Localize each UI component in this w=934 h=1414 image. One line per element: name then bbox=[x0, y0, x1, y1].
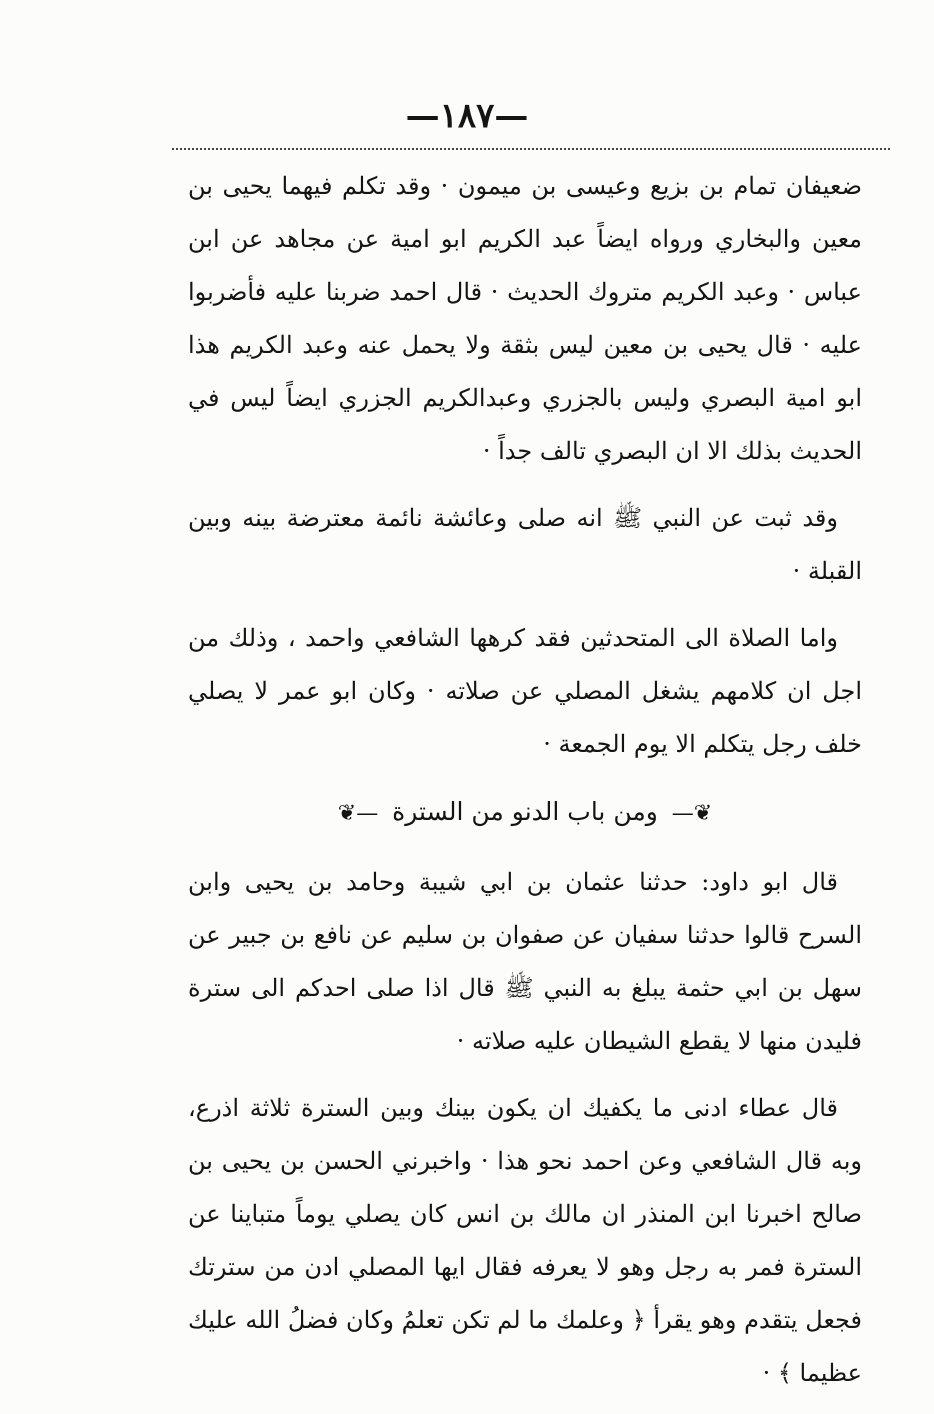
paragraph: واما الصلاة الى المتحدثين فقد كرهها الشافعي واحمد ، وذلك من اجل ان كلامهم يشغل المصلي عن صلاته · وكان ابو عمر لا يصلي خلف رجل يتكلم الا يوم الجمعة · bbox=[188, 624, 862, 758]
paragraph: قال ابو داود: حدثنا عثمان بن ابي شيبة وحامد بن يحيى وابن السرح قالوا حدثنا سفيان عن صفوان بن سليم عن نافع بن جبير عن سهل بن ابي حثمة يبلغ به النبي ﷺ قال اذا صلى احدكم الى سترة فليدن منها لا يقطع الشيطان عليه صلاته · bbox=[188, 868, 862, 1055]
ornament-right-icon: ❦— bbox=[671, 801, 713, 826]
paragraph: ضعيفان تمام بن بزيع وعيسى بن ميمون · وقد تكلم فيهما يحيى بن معين والبخاري ورواه ايضاً عبد الكريم ابو امية عن مجاهد عن ابن عباس · وعبد الكريم متروك الحديث · قال احمد ضربنا عليه فأضربوا عليه · قال يحيى بن معين ليس بثقة ولا يحمل عنه وعبد الكريم هذا ابو امية البصري وليس بالجزري وعبدالكريم الجزري ايضاً ليس في الحديث بذلك الا ان البصري تالف جداً · bbox=[188, 172, 862, 465]
paragraph: وقد ثبت عن النبي ﷺ انه صلى وعائشة نائمة معترضة بينه وبين القبلة · bbox=[188, 504, 862, 585]
header-rule bbox=[172, 148, 890, 150]
section-heading bbox=[188, 785, 862, 840]
ornament-left-icon: —❦ bbox=[337, 801, 379, 826]
body-text bbox=[188, 160, 862, 1414]
page-number: —١٨٧— bbox=[405, 96, 529, 136]
paragraph: قال عطاء ادنى ما يكفيك ان يكون بينك وبين السترة ثلاثة اذرع، وبه قال الشافعي وعن احمد نحو هذا · واخبرني الحسن بن يحيى بن صالح اخبرنا ابن المنذر ان مالك بن انس كان يصلي يوماً متباينا عن السترة فمر به رجل وهو لا يعرفه فقال ايها المصلي ادن من سترتك فجعل يتقدم وهو يقرأ ﴿ وعلمك ما لم تكن تعلمُ وكان فضلُ الله عليك عظيما ﴾ · bbox=[188, 1094, 862, 1387]
section-heading-text: ومن باب الدنو من السترة bbox=[392, 797, 658, 826]
